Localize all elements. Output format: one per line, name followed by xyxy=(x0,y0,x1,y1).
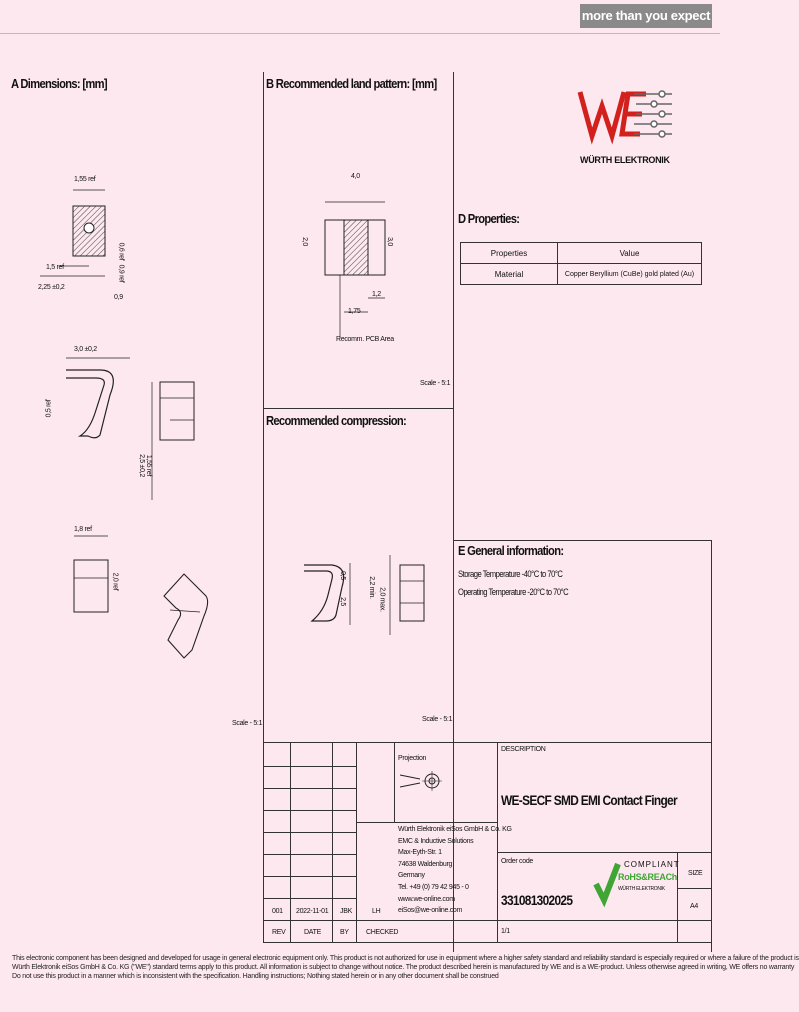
footnote-line-3: Do not use this product in a manner which is inconsistent with the specification. Handling instructions; Nothing stated herein or in any other document shall be construed xyxy=(12,973,499,980)
properties-header-properties: Properties xyxy=(461,243,558,264)
divider-d-e xyxy=(453,540,711,541)
land-label-gap: 1,2 xyxy=(372,291,381,298)
section-general-title: E General information: xyxy=(458,543,564,558)
divider-b-c xyxy=(263,408,453,409)
rev-header: REV xyxy=(272,929,286,936)
scale-dimensions: Scale - 5:1 xyxy=(232,720,263,727)
compression-v1: 0,5 xyxy=(338,571,346,580)
size-value: A4 xyxy=(690,903,698,910)
footnote-line-2: Würth Elektronik eiSos GmbH & Co. KG ("WE") standard terms apply to this product. All information is subject to change without notice. The product described herein is manufactured by WE and is a WE-product. Unless otherwise agreed in writing, WE offers no warranty xyxy=(12,964,795,971)
titleblock-left-line xyxy=(263,742,264,942)
section-dimensions-title: A Dimensions: [mm] xyxy=(11,76,107,91)
tb-row4 xyxy=(263,832,356,833)
properties-table xyxy=(460,242,702,285)
page-number: 1/1 xyxy=(501,928,510,935)
titleblock-top-line xyxy=(263,742,711,743)
tb-row8 xyxy=(263,920,497,921)
compression-min: 2,2 min. xyxy=(367,576,375,599)
dim-label-a-top: 1,55 ref xyxy=(74,176,96,183)
frame-right xyxy=(711,540,712,952)
company-line-7[interactable]: www.we-online.com xyxy=(398,895,455,903)
company-line-2: EMC & Inductive Solutions xyxy=(398,837,474,845)
company-info xyxy=(398,824,512,917)
company-line-5: Germany xyxy=(398,872,425,880)
tb-row5 xyxy=(263,854,356,855)
tb-desc-bottom xyxy=(497,852,711,853)
description-title: WE-SECF SMD EMI Contact Finger xyxy=(501,792,677,808)
rohs-check-icon xyxy=(594,858,620,908)
tb-order-bottom xyxy=(497,920,711,921)
compression-drawing xyxy=(290,545,440,645)
titleblock-col3 xyxy=(356,742,357,942)
dimension-drawing-iso xyxy=(60,520,240,670)
rev-value: 001 xyxy=(272,908,283,915)
titleblock-col4 xyxy=(394,742,395,822)
order-code: 331081302025 xyxy=(501,892,573,908)
compression-max: 2,0 max. xyxy=(378,587,386,612)
tb-row6 xyxy=(263,876,356,877)
slogan-badge: more than you expect xyxy=(580,4,712,28)
divider-a-b xyxy=(263,72,264,742)
dim-label-a-left2: 2,25 ±0,2 xyxy=(38,284,65,291)
tb-row2 xyxy=(263,788,356,789)
divider-b-d xyxy=(453,72,454,952)
properties-cell-material: Material xyxy=(461,264,558,285)
company-line-6: Tel. +49 (0) 79 42 945 - 0 xyxy=(398,883,469,891)
dim-label-b-right1: 2,5 ±0,2 xyxy=(137,454,145,477)
dim-label-a-right1: 0,6 ref xyxy=(117,242,125,261)
brand-name: WÜRTH ELEKTRONIK xyxy=(580,155,670,165)
general-storage-temp: Storage Temperature -40°C to 70°C xyxy=(458,569,563,579)
we-logo xyxy=(574,80,684,170)
land-pattern-drawing xyxy=(300,180,410,340)
rohs-we-text: WÜRTH ELEKTRONIK xyxy=(618,886,665,892)
tb-row7 xyxy=(263,898,356,899)
order-code-label: Order code xyxy=(501,858,534,865)
tb-company-top xyxy=(356,822,497,823)
dim-label-a-bottom: 0,9 xyxy=(114,294,123,301)
tb-row3 xyxy=(263,810,356,811)
land-label-width: 4,0 xyxy=(351,173,360,180)
section-properties-title: D Properties: xyxy=(458,211,520,226)
dim-label-b-width: 3,0 ±0,2 xyxy=(74,346,97,353)
description-label: DESCRIPTION xyxy=(501,746,546,753)
dim-label-c-width: 1,8 ref xyxy=(74,526,92,533)
size-label: SIZE xyxy=(688,870,703,877)
general-operating-temp: Operating Temperature -20°C to 70°C xyxy=(458,587,569,597)
land-note: Recomm. PCB Area xyxy=(336,336,394,343)
footnote-line-1: This electronic component has been designed and developed for usage in general electronic equipment only. This product is not authorized for use in equipment where a higher safety standard and reliability standard is especially required or where a failure of the product is xyxy=(12,955,799,962)
titleblock-col2 xyxy=(332,742,333,942)
compression-v2: 2,5 xyxy=(338,597,346,606)
rev-by-value: JBK xyxy=(340,908,352,915)
projection-symbol-icon xyxy=(398,765,444,797)
company-line-8[interactable]: eiSos@we-online.com xyxy=(398,907,463,915)
compliant-text: COMPLIANT xyxy=(624,860,680,869)
company-line-3: Max-Eyth-Str. 1 xyxy=(398,849,442,857)
rohs-text: RoHS&REACh xyxy=(618,872,677,882)
footnote xyxy=(12,954,799,981)
land-label-left: 2,0 xyxy=(300,237,308,246)
rohs-reach-badge xyxy=(594,858,680,914)
tb-size-bottom xyxy=(677,888,711,889)
properties-cell-material-value: Copper Beryllium (CuBe) gold plated (Au) xyxy=(558,264,702,285)
rev-date-value: 2022-11-01 xyxy=(296,908,329,915)
dim-label-c-height: 2,0 ref xyxy=(111,572,119,591)
by-header: BY xyxy=(340,929,349,936)
projection-label: Projection xyxy=(398,755,427,762)
tb-row1 xyxy=(263,766,356,767)
land-label-right: 3,0 xyxy=(385,237,393,246)
checked-header: CHECKED xyxy=(366,929,399,936)
titleblock-col1 xyxy=(290,742,291,942)
top-divider xyxy=(0,33,720,34)
dim-label-b-right2: 1,55 ref xyxy=(145,454,153,477)
land-label-bottom: 1,75 xyxy=(348,308,361,315)
section-land-pattern-title: B Recommended land pattern: [mm] xyxy=(266,76,437,91)
dim-label-a-right2: 0,9 ref xyxy=(117,264,125,283)
properties-header-value: Value xyxy=(558,243,702,264)
scale-compression: Scale - 5:1 xyxy=(422,716,453,723)
date-header: DATE xyxy=(304,929,321,936)
company-line-1: Würth Elektronik eiSos GmbH & Co. KG xyxy=(398,826,512,833)
company-line-4: 74638 Waldenburg xyxy=(398,860,453,868)
dim-label-a-left1: 1,5 ref xyxy=(46,264,64,271)
dimension-drawing-side xyxy=(40,340,210,510)
section-compression-title: Recommended compression: xyxy=(266,413,407,428)
rev-checked-value: LH xyxy=(372,908,381,915)
scale-land: Scale - 5:1 xyxy=(420,380,451,387)
titleblock-bottom-line xyxy=(263,942,711,943)
dim-label-b-left: 0,5 ref xyxy=(45,399,53,418)
